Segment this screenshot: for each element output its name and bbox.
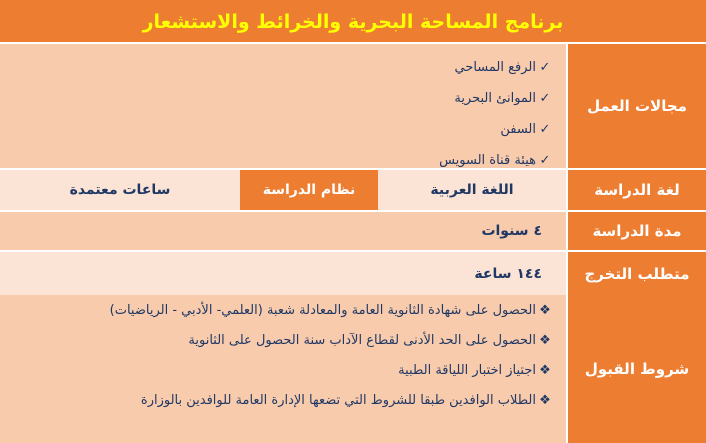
duration-content — [0, 212, 566, 250]
duration-value: ٤ سنوات — [481, 223, 542, 239]
language-value: اللغة العربية — [430, 182, 514, 198]
list-item — [0, 355, 554, 385]
study-system-label: نظام الدراسة — [240, 170, 378, 210]
check-icon: ✓ — [539, 153, 551, 168]
graduation-value: ١٤٤ ساعة — [474, 265, 542, 282]
list-item-text: اجتياز اختبار اللياقة الطبية — [398, 362, 536, 378]
list-item-text: هيئة قناة السويس — [439, 153, 536, 168]
duration-row — [0, 212, 706, 250]
admission-label: شروط القبول — [568, 295, 706, 443]
language-content — [0, 170, 566, 210]
study-system-value: ساعات معتمدة — [69, 182, 171, 198]
check-icon: ✓ — [539, 60, 551, 75]
diamond-bullet-icon: ❖ — [539, 302, 551, 318]
admission-list — [0, 295, 566, 415]
list-item-text: الحصول على الحد الأدنى لقطاع الآداب سنة الحصول على الثانوية — [188, 332, 536, 348]
work-fields-label: مجالات العمل — [568, 44, 706, 168]
diamond-bullet-icon: ❖ — [539, 392, 551, 408]
diamond-bullet-icon: ❖ — [539, 332, 551, 348]
check-icon: ✓ — [539, 91, 551, 106]
work-fields-content — [0, 44, 566, 168]
list-item-text: الطلاب الوافدين طبقا للشروط التي تضعها الإدارة العامة للوافدين بالوزارة — [140, 392, 536, 408]
list-item-text: الموانئ البحرية — [454, 91, 536, 106]
list-item — [0, 52, 554, 83]
list-item-text: السفن — [500, 122, 536, 137]
page-title: برنامج المساحة البحرية والخرائط والاستشعار — [0, 0, 706, 44]
duration-label: مدة الدراسة — [568, 212, 706, 250]
list-item — [0, 295, 554, 325]
list-item-text: الرفع المساحي — [454, 60, 536, 75]
language-label: لغة الدراسة — [568, 170, 706, 210]
graduation-row — [0, 252, 706, 295]
graduation-content — [0, 252, 566, 295]
work-fields-row — [0, 44, 706, 168]
admission-row — [0, 295, 706, 443]
check-icon: ✓ — [539, 122, 551, 137]
list-item — [0, 83, 554, 114]
diamond-bullet-icon: ❖ — [539, 362, 551, 378]
list-item-text: الحصول على شهادة الثانوية العامة والمعادلة شعبة (العلمي- الأدبي - الرياضيات) — [109, 302, 536, 318]
work-fields-list — [0, 44, 566, 176]
language-row — [0, 170, 706, 210]
admission-content — [0, 295, 566, 443]
graduation-label: متطلب التخرج — [568, 252, 706, 295]
list-item — [0, 114, 554, 145]
list-item — [0, 325, 554, 355]
list-item — [0, 385, 554, 415]
